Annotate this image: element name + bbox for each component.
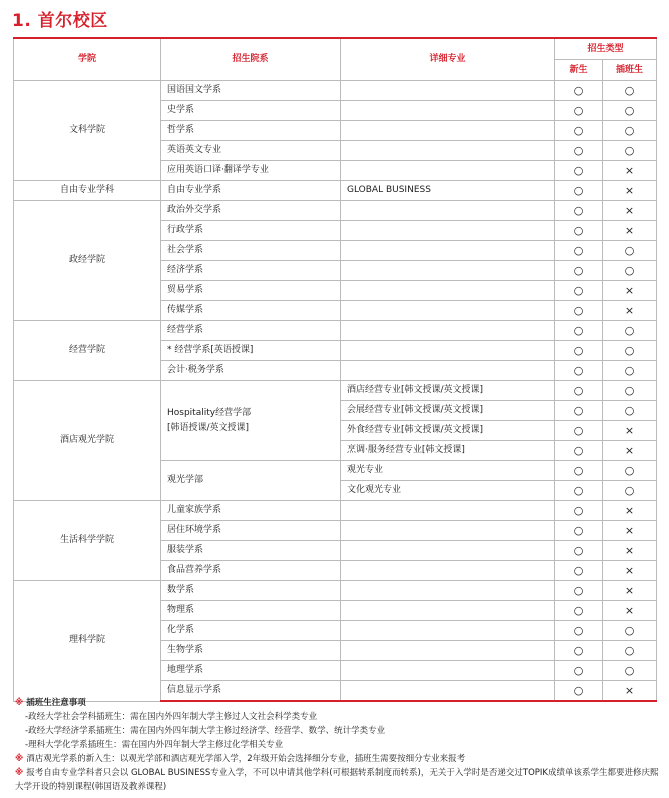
transfer-mark: ○	[603, 321, 657, 341]
transfer-mark: ×	[603, 221, 657, 241]
major-cell: 观光专业	[341, 461, 555, 481]
new-student-mark: ○	[555, 181, 603, 201]
major-cell	[341, 101, 555, 121]
new-student-mark: ○	[555, 81, 603, 101]
department-cell: 自由专业学系	[161, 181, 341, 201]
transfer-mark: ○	[603, 141, 657, 161]
notes	[15, 696, 659, 794]
major-cell: GLOBAL BUSINESS	[341, 181, 555, 201]
new-student-mark: ○	[555, 201, 603, 221]
major-cell	[341, 321, 555, 341]
major-cell	[341, 281, 555, 301]
transfer-mark: ×	[603, 521, 657, 541]
department-cell: 行政学系	[161, 221, 341, 241]
transfer-mark: ×	[603, 561, 657, 581]
note-marker: ※	[15, 754, 24, 764]
major-cell	[341, 261, 555, 281]
department-cell: 数学系	[161, 581, 341, 601]
major-cell: 会展经营专业[韩文授课/英文授课]	[341, 401, 555, 421]
department-cell: 社会学系	[161, 241, 341, 261]
department-cell: 应用英语口译·翻译学专业	[161, 161, 341, 181]
department-cell: 经营学系	[161, 321, 341, 341]
page-title: 1. 首尔校区	[12, 11, 108, 31]
major-cell	[341, 121, 555, 141]
transfer-mark: ○	[603, 381, 657, 401]
department-cell: 经济学系	[161, 261, 341, 281]
table-row	[14, 81, 657, 101]
table-row	[14, 501, 657, 521]
major-cell: 酒店经营专业[韩文授课/英文授课]	[341, 381, 555, 401]
transfer-mark: ○	[603, 401, 657, 421]
department-cell: 儿童家族学系	[161, 501, 341, 521]
new-student-mark: ○	[555, 101, 603, 121]
transfer-mark: ×	[603, 541, 657, 561]
header-transfer: 插班生	[603, 60, 657, 81]
transfer-mark: ○	[603, 361, 657, 381]
note-1a: -政经大学社会学科插班生：需在国内外四年制大学主修过人文社会科学类专业	[25, 712, 318, 722]
department-cell: 传媒学系	[161, 301, 341, 321]
department-cell: Hospitality经营学部 [韩语授课/英文授课]	[161, 381, 341, 461]
new-student-mark: ○	[555, 621, 603, 641]
new-student-mark: ○	[555, 141, 603, 161]
college-cell: 政经学院	[14, 201, 161, 321]
new-student-mark: ○	[555, 601, 603, 621]
department-cell: 观光学部	[161, 461, 341, 501]
transfer-mark: ×	[603, 281, 657, 301]
new-student-mark: ○	[555, 381, 603, 401]
department-cell: 英语英文专业	[161, 141, 341, 161]
transfer-mark: ○	[603, 641, 657, 661]
major-cell	[341, 541, 555, 561]
transfer-mark: ○	[603, 461, 657, 481]
new-student-mark: ○	[555, 401, 603, 421]
major-cell	[341, 301, 555, 321]
major-cell	[341, 581, 555, 601]
new-student-mark: ○	[555, 321, 603, 341]
note-1b: -政经大学经济学系插班生：需在国内外四年制大学主修过经济学、经营学、数学、统计学类专业	[25, 726, 386, 736]
department-cell: 哲学系	[161, 121, 341, 141]
note-3-text: 报考自由专业学科者只会以 GLOBAL BUSINESS专业入学，不可以申请其他学科(可根据转系制度而转系)，无关于入学时是否递交过TOPIK成绩单该系学生都要进修庆熙大学开设的特别课程(韩国语及教养课程)	[15, 768, 659, 792]
transfer-mark: ×	[603, 301, 657, 321]
transfer-mark: ×	[603, 181, 657, 201]
new-student-mark: ○	[555, 561, 603, 581]
college-cell: 理科学院	[14, 581, 161, 702]
college-cell: 经营学院	[14, 321, 161, 381]
transfer-mark: ×	[603, 681, 657, 702]
table-row	[14, 181, 657, 201]
transfer-mark: ×	[603, 581, 657, 601]
major-cell	[341, 601, 555, 621]
new-student-mark: ○	[555, 641, 603, 661]
transfer-mark: ○	[603, 241, 657, 261]
major-cell: 烹调·服务经营专业[韩文授课]	[341, 441, 555, 461]
major-cell	[341, 561, 555, 581]
department-cell: 会计·税务学系	[161, 361, 341, 381]
transfer-mark: ×	[603, 501, 657, 521]
new-student-mark: ○	[555, 441, 603, 461]
new-student-mark: ○	[555, 541, 603, 561]
new-student-mark: ○	[555, 261, 603, 281]
new-student-mark: ○	[555, 581, 603, 601]
major-cell	[341, 221, 555, 241]
department-cell: 地理学系	[161, 661, 341, 681]
note-1-title: 插班生注意事项	[26, 698, 86, 708]
major-cell	[341, 341, 555, 361]
major-cell	[341, 141, 555, 161]
major-cell: 文化观光专业	[341, 481, 555, 501]
new-student-mark: ○	[555, 281, 603, 301]
department-cell: * 经营学系[英语授课]	[161, 341, 341, 361]
college-cell: 自由专业学科	[14, 181, 161, 201]
new-student-mark: ○	[555, 481, 603, 501]
department-cell: 生物学系	[161, 641, 341, 661]
header-college: 学院	[14, 38, 161, 81]
department-cell: 物理系	[161, 601, 341, 621]
college-cell: 文科学院	[14, 81, 161, 181]
major-cell	[341, 661, 555, 681]
note-3	[15, 766, 659, 794]
department-cell: 服装学系	[161, 541, 341, 561]
table-row	[14, 581, 657, 601]
college-cell: 生活科学学院	[14, 501, 161, 581]
new-student-mark: ○	[555, 301, 603, 321]
major-cell	[341, 161, 555, 181]
header-major: 详细专业	[341, 38, 555, 81]
new-student-mark: ○	[555, 681, 603, 702]
department-cell: 居住环境学系	[161, 521, 341, 541]
major-cell	[341, 81, 555, 101]
transfer-mark: ×	[603, 441, 657, 461]
major-cell	[341, 521, 555, 541]
table-row	[14, 321, 657, 341]
admission-table	[13, 37, 657, 702]
new-student-mark: ○	[555, 461, 603, 481]
transfer-mark: ×	[603, 601, 657, 621]
transfer-mark: ○	[603, 481, 657, 501]
new-student-mark: ○	[555, 161, 603, 181]
transfer-mark: ○	[603, 261, 657, 281]
major-cell	[341, 501, 555, 521]
department-cell: 化学系	[161, 621, 341, 641]
transfer-mark: ○	[603, 661, 657, 681]
transfer-mark: ○	[603, 81, 657, 101]
major-cell	[341, 621, 555, 641]
new-student-mark: ○	[555, 241, 603, 261]
note-1c: -理科大学化学系插班生：需在国内外四年制大学主修过化学相关专业	[25, 740, 284, 750]
table-body	[14, 81, 657, 702]
major-cell	[341, 201, 555, 221]
header-department: 招生院系	[161, 38, 341, 81]
department-cell: 信息显示学系	[161, 681, 341, 702]
table-row	[14, 201, 657, 221]
header-admission-type: 招生类型	[555, 38, 657, 60]
department-cell: 贸易学系	[161, 281, 341, 301]
department-cell: 政治外交学系	[161, 201, 341, 221]
department-cell: 食品营养学系	[161, 561, 341, 581]
transfer-mark: ○	[603, 121, 657, 141]
note-marker: ※	[15, 768, 24, 778]
new-student-mark: ○	[555, 121, 603, 141]
major-cell	[341, 641, 555, 661]
header-new-student: 新生	[555, 60, 603, 81]
college-cell: 酒店观光学院	[14, 381, 161, 501]
note-2	[15, 752, 659, 766]
note-2-text: 酒店观光学系的新入生：以观光学部和酒店观光学部入学，2年级开始会选择细分专业，插班生需要按细分专业来报考	[26, 754, 466, 764]
transfer-mark: ×	[603, 421, 657, 441]
major-cell	[341, 361, 555, 381]
new-student-mark: ○	[555, 501, 603, 521]
new-student-mark: ○	[555, 341, 603, 361]
table-row	[14, 381, 657, 401]
new-student-mark: ○	[555, 221, 603, 241]
new-student-mark: ○	[555, 661, 603, 681]
major-cell: 外食经营专业[韩文授课/英文授课]	[341, 421, 555, 441]
new-student-mark: ○	[555, 361, 603, 381]
department-cell: 国语国文学系	[161, 81, 341, 101]
new-student-mark: ○	[555, 521, 603, 541]
new-student-mark: ○	[555, 421, 603, 441]
transfer-mark: ○	[603, 621, 657, 641]
major-cell	[341, 241, 555, 261]
note-marker: ※	[15, 698, 24, 708]
department-cell: 史学系	[161, 101, 341, 121]
transfer-mark: ×	[603, 201, 657, 221]
transfer-mark: ○	[603, 101, 657, 121]
transfer-mark: ×	[603, 161, 657, 181]
transfer-mark: ○	[603, 341, 657, 361]
note-1	[15, 696, 659, 710]
